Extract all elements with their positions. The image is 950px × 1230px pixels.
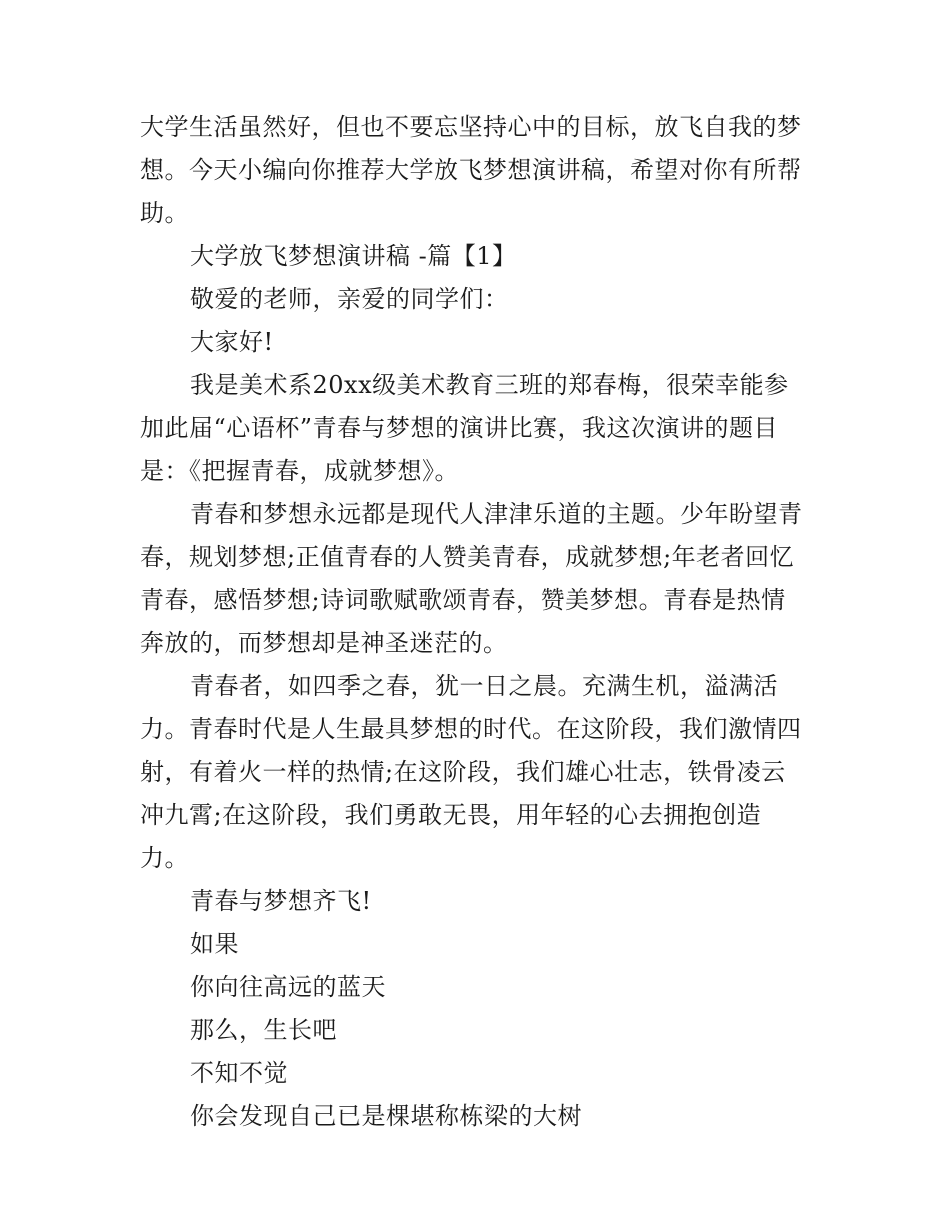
text-line: 我是美术系20xx级美术教育三班的郑春梅，很荣幸能参 (190, 371, 789, 399)
salutation: 敬爱的老师，亲爱的同学们： (190, 285, 509, 313)
paragraph-2 (140, 493, 812, 665)
text-line: 奔放的，而梦想却是神圣迷茫的。 (140, 629, 508, 657)
poem-line: 不知不觉 (190, 1059, 288, 1087)
text-line: 射，有着火一样的热情;在这阶段，我们雄心壮志，铁骨凌云 (140, 758, 786, 786)
text-line: 想。今天小编向你推荐大学放飞梦想演讲稿，希望对你有所帮 (140, 156, 802, 184)
poem-line: 你会发现自己已是棵堪称栋梁的大树 (190, 1102, 582, 1130)
paragraph-3 (140, 665, 812, 880)
text-line: 青春，感悟梦想;诗词歌赋歌颂青春，赞美梦想。青春是热情 (140, 586, 786, 614)
text-line: 青春者，如四季之春，犹一日之晨。充满生机，溢满活 (190, 672, 778, 700)
poem-line: 你向往高远的蓝天 (190, 973, 386, 1001)
text-line: 春，规划梦想;正值青春的人赞美青春，成就梦想;年老者回忆 (140, 543, 795, 571)
text-line: 加此届“心语杯”青春与梦想的演讲比赛，我这次演讲的题目 (140, 414, 779, 442)
text-line: 大学生活虽然好，但也不要忘坚持心中的目标，放飞自我的梦 (140, 113, 802, 141)
greeting: 大家好! (190, 328, 274, 356)
poem-line: 如果 (190, 930, 239, 958)
speech-heading: 大学放飞梦想演讲稿 -篇【1】 (190, 242, 517, 270)
document-page (140, 106, 812, 1138)
intro-paragraph (140, 106, 812, 235)
text-line: 是：《把握青春，成就梦想》。 (140, 457, 459, 485)
text-line: 冲九霄;在这阶段，我们勇敢无畏，用年轻的心去拥抱创造 (140, 801, 762, 829)
text-line: 力。青春时代是人生最具梦想的时代。在这阶段，我们激情四 (140, 715, 802, 743)
poem-line: 那么，生长吧 (190, 1016, 337, 1044)
text-line: 力。 (140, 844, 189, 872)
poem-line: 青春与梦想齐飞! (190, 887, 372, 915)
text-line: 青春和梦想永远都是现代人津津乐道的主题。少年盼望青 (190, 500, 803, 528)
paragraph-1 (140, 364, 812, 493)
poem (140, 880, 812, 1138)
text-line: 助。 (140, 199, 189, 227)
